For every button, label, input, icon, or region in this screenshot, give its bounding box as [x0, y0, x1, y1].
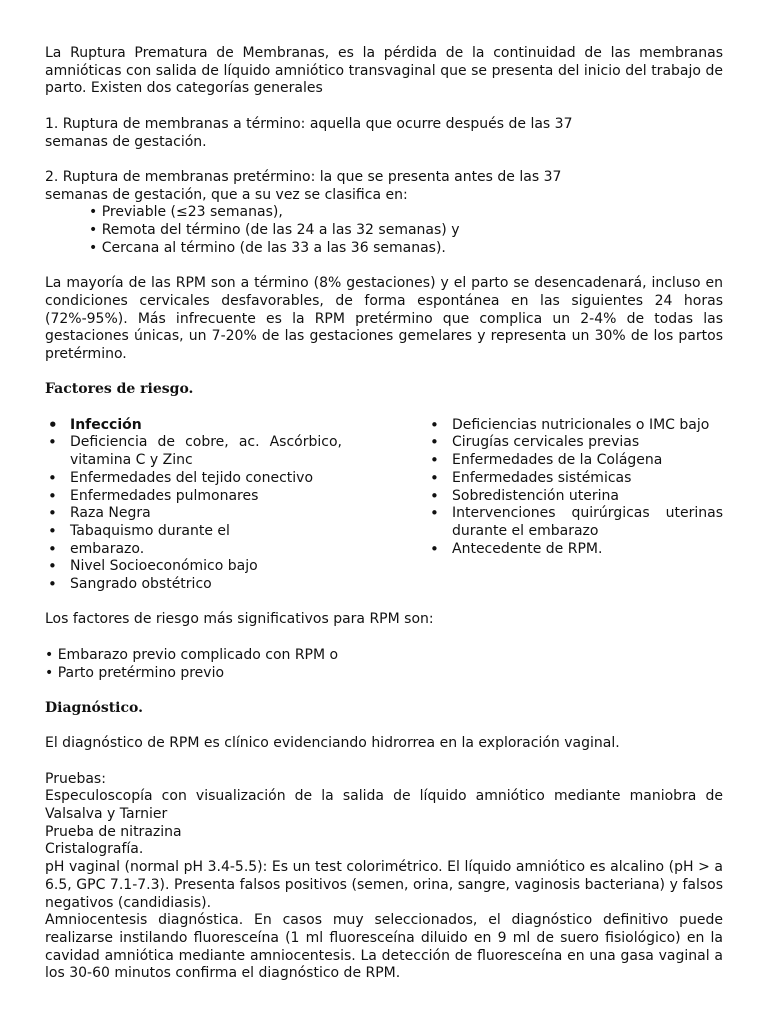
- subcategory-list: [45, 204, 723, 257]
- test-item: pH vaginal (normal pH 3.4-5.5): Es un test colorimétrico. El líquido amniótico es alcalino (pH > a 6.5, GPC 7.1-7.3). Presenta falsos positivos (semen, orina, sangre, vaginosis bacteriana) y falsos negativos (candidiasis).: [45, 859, 723, 911]
- category-1-line-1: 1. Ruptura de membranas a término: aquella que ocurre después de las 37: [45, 115, 573, 132]
- subcategory-item: • Remota del término (de las 24 a las 32 semanas) y: [89, 222, 460, 238]
- risk-factor-item: • Deficiencias nutricionales o IMC bajo: [427, 417, 723, 435]
- tests-label: Pruebas:: [45, 770, 106, 787]
- risk-factor-item: • Raza Negra: [45, 505, 342, 523]
- significant-factor-item: • Parto pretérmino previo: [45, 664, 225, 681]
- risk-factor-item: • Cirugías cervicales previas: [427, 434, 723, 452]
- risk-factor-item: • Infección: [45, 417, 342, 435]
- test-item: Cristalografía.: [45, 841, 144, 858]
- risk-factor-item: • Sobredistención uterina: [427, 488, 723, 506]
- epidemiology-paragraph: La mayoría de las RPM son a término (8% gestaciones) y el parto se desencadenará, incluso en condiciones cervicales desfavorables, de forma espontánea en las siguientes 24 horas (72%-95%). Más infrecuente es la RPM pretérmino que complica un 2-4% de todas las gestaciones únicas, un 7-20% de las gestaciones gemelares y representa un 30% de los partos pretérmino.: [45, 275, 723, 362]
- risk-factor-item: • Tabaquismo durante el: [45, 523, 342, 541]
- category-2-line-1: 2. Ruptura de membranas pretérmino: la que se presenta antes de las 37: [45, 168, 562, 185]
- risk-factor-item: • Enfermedades del tejido conectivo: [45, 470, 342, 488]
- category-2-line-2: semanas de gestación, que a su vez se clasifica en:: [45, 186, 408, 203]
- diagnosis-heading: Diagnóstico.: [45, 699, 143, 716]
- risk-factors-heading: Factores de riesgo.: [45, 381, 194, 398]
- risk-factor-item: • embarazo.: [45, 541, 342, 559]
- document-page: [45, 45, 723, 983]
- test-item: Prueba de nitrazina: [45, 823, 182, 840]
- risk-factor-item: • Sangrado obstétrico: [45, 576, 342, 594]
- test-item: Especuloscopía con visualización de la salida de líquido amniótico mediante maniobra de Valsalva y Tarnier: [45, 788, 723, 823]
- category-1-line-2: semanas de gestación.: [45, 133, 207, 150]
- risk-factor-item: • Nivel Socioeconómico bajo: [45, 558, 342, 576]
- risk-factor-item: • Intervenciones quirúrgicas uterinas durante el embarazo: [427, 505, 723, 540]
- risk-factor-item: • Antecedente de RPM.: [427, 541, 723, 559]
- risk-factors-left-column: [45, 417, 342, 594]
- subcategory-item: • Cercana al término (de las 33 a las 36 semanas).: [89, 239, 446, 256]
- risk-factors-columns: [45, 417, 723, 594]
- diagnosis-paragraph: El diagnóstico de RPM es clínico evidenciando hidrorrea en la exploración vaginal.: [45, 735, 620, 752]
- subcategory-item: • Previable (≤23 semanas),: [89, 204, 283, 221]
- test-item: Amniocentesis diagnóstica. En casos muy seleccionados, el diagnóstico definitivo puede realizarse instilando fluoresceína (1 ml fluoresceína diluido en 9 ml de suero fisiológico) en la cavidad amniótica mediante amniocentesis. La detección de fluoresceína en una gasa vaginal a los 30-60 minutos confirma el diagnóstico de RPM.: [45, 912, 723, 982]
- risk-factor-item: • Enfermedades pulmonares: [45, 488, 342, 506]
- risk-factors-right-column: [427, 417, 723, 594]
- risk-factor-item: • Enfermedades de la Colágena: [427, 452, 723, 470]
- significant-factor-item: • Embarazo previo complicado con RPM o: [45, 646, 339, 663]
- risk-factor-item: • Enfermedades sistémicas: [427, 470, 723, 488]
- intro-paragraph: La Ruptura Prematura de Membranas, es la pérdida de la continuidad de las membranas amnióticas con salida de líquido amniótico transvaginal que se presenta del inicio del trabajo de parto. Existen dos categorías generales: [45, 45, 723, 97]
- risk-factor-item: • Deficiencia de cobre, ac. Ascórbico, vitamina C y Zinc: [45, 434, 342, 469]
- significant-factors-intro: Los factores de riesgo más significativos para RPM son:: [45, 611, 434, 628]
